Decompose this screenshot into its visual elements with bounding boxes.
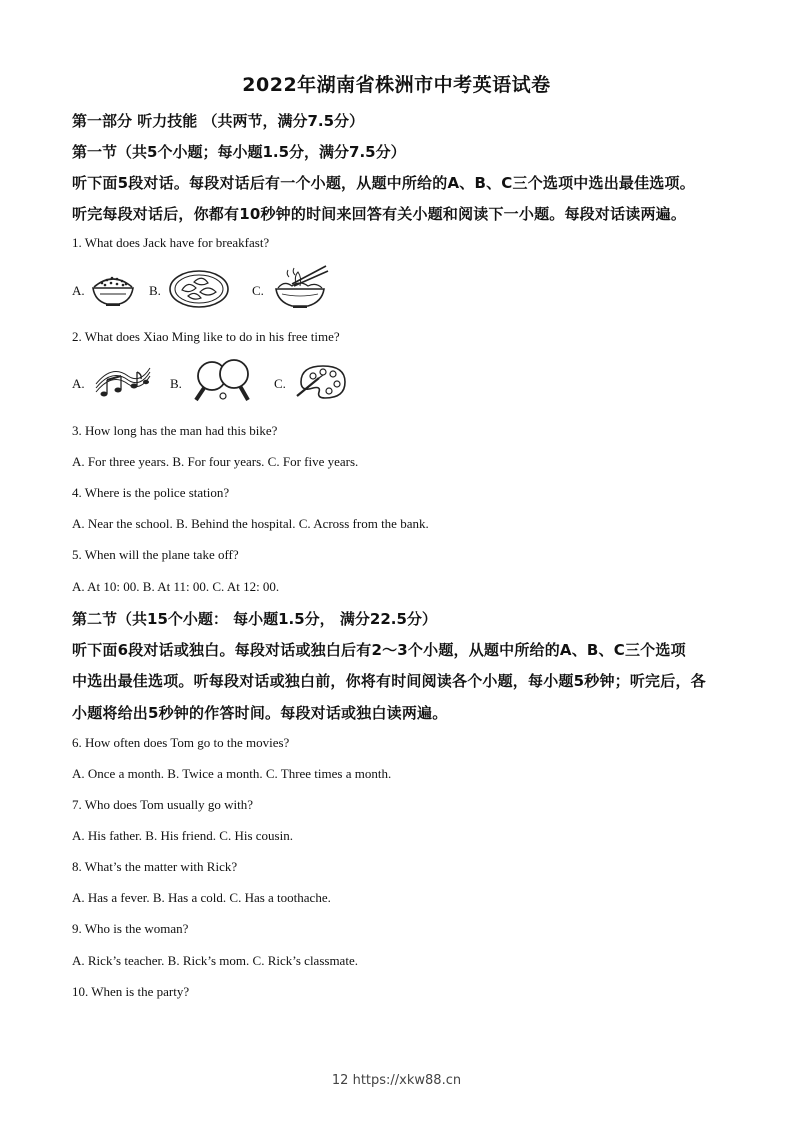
- q1-option-a-label: A.: [72, 283, 85, 298]
- question-6: 6. How often does Tom go to the movies?: [72, 735, 290, 750]
- question-8: 8. What’s the matter with Rick?: [72, 859, 238, 874]
- q1-option-c-label: C.: [252, 283, 264, 298]
- page-footer: 12 https://xkw88.cn: [331, 1073, 462, 1088]
- section2-instruction-line: 中选出最佳选项。听每段对话或独白前，你将有时间阅读各个小题，每小题5秒钟；听完后，各: [72, 672, 706, 690]
- question-10: 10. When is the party?: [72, 984, 190, 999]
- q2-option-b-label: B.: [170, 376, 182, 391]
- section2-instruction-line: 听下面6段对话或独白。每段对话或独白后有2～3个小题，从题中所给的A、B、C三个选项: [72, 641, 686, 659]
- question-9: 9. Who is the woman?: [72, 921, 189, 936]
- music-notes-icon: [92, 362, 154, 402]
- question-5-options: A. At 10: 00. B. At 11: 00. C. At 12: 00.: [72, 579, 280, 594]
- noodles-bowl-icon: [272, 262, 330, 312]
- q1-option-b-label: B.: [149, 283, 161, 298]
- question-4-options: A. Near the school. B. Behind the hospital. C. Across from the bank.: [72, 516, 429, 531]
- q2-option-a-label: A.: [72, 376, 85, 391]
- question-1: 1. What does Jack have for breakfast?: [72, 235, 270, 250]
- section2-heading: 第二节（共15个小题： 每小题1.5分， 满分22.5分）: [72, 610, 437, 628]
- section2-instruction-line: 小题将给出5秒钟的作答时间。每段对话或独白读两遍。: [72, 704, 448, 722]
- question-7-options: A. His father. B. His friend. C. His cousin.: [72, 828, 293, 843]
- rice-bowl-icon: [90, 267, 136, 309]
- question-3-options: A. For three years. B. For four years. C. For five years.: [72, 454, 359, 469]
- section1-heading: 第一节（共5个小题；每小题1.5分，满分7.5分）: [72, 143, 406, 161]
- q2-option-c-label: C.: [274, 376, 286, 391]
- question-5: 5. When will the plane take off?: [72, 547, 239, 562]
- question-3: 3. How long has the man had this bike?: [72, 423, 278, 438]
- paint-palette-icon: [293, 362, 351, 402]
- question-2: 2. What does Xiao Ming like to do in his free time?: [72, 329, 340, 344]
- question-4: 4. Where is the police station?: [72, 485, 230, 500]
- page-title: 2022年湖南省株洲市中考英语试卷: [242, 74, 551, 96]
- section1-instruction-line: 听完每段对话后，你都有10秒钟的时间来回答有关小题和阅读下一小题。每段对话读两遍。: [72, 205, 687, 223]
- question-8-options: A. Has a fever. B. Has a cold. C. Has a toothache.: [72, 890, 331, 905]
- part1-heading: 第一部分 听力技能 （共两节，满分7.5分）: [72, 112, 365, 130]
- section1-instruction-line: 听下面5段对话。每段对话后有一个小题，从题中所给的A、B、C三个选项中选出最佳选项。: [72, 174, 695, 192]
- question-9-options: A. Rick’s teacher. B. Rick’s mom. C. Rick’s classmate.: [72, 953, 358, 968]
- question-6-options: A. Once a month. B. Twice a month. C. Three times a month.: [72, 766, 392, 781]
- ping-pong-paddles-icon: [190, 356, 254, 408]
- question-7: 7. Who does Tom usually go with?: [72, 797, 253, 812]
- dumplings-plate-icon: [168, 268, 230, 310]
